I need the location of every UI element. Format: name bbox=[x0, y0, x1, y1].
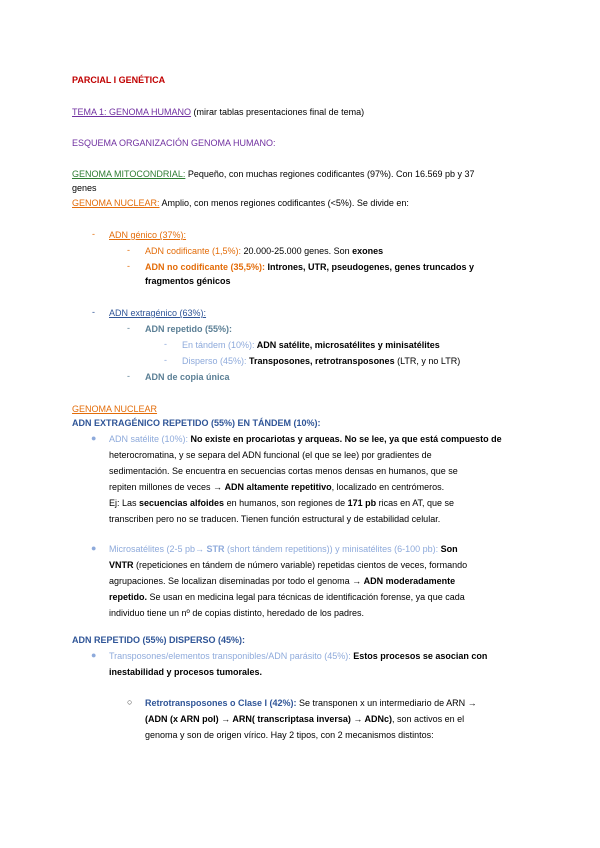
bullet-dot: ● bbox=[91, 433, 97, 443]
micro-line5: individuo tiene un nº de copias distinto, heredado de los padres. bbox=[109, 608, 364, 618]
document-title: PARCIAL I GENÉTICA bbox=[72, 75, 166, 85]
retro-bold: (ADN (x ARN pol) → ARN( transcriptasa inversa) → ADNc) bbox=[145, 714, 393, 724]
retro-line1 bbox=[145, 697, 477, 709]
dash-bullet: - bbox=[164, 355, 167, 365]
dash-bullet: - bbox=[92, 307, 95, 317]
transposones-line1 bbox=[109, 650, 487, 662]
disperso-label: Disperso (45%): bbox=[182, 356, 247, 366]
transposones-line2: inestabilidad y procesos tumorales. bbox=[109, 667, 263, 677]
extragenico-label: ADN extragénico (63%): bbox=[109, 308, 207, 318]
satelite-bold: secuencias alfoides bbox=[139, 498, 225, 508]
no-codificante-label: ADN no codificante (35,5%): bbox=[145, 262, 266, 272]
satelite-label: ADN satélite (10%): bbox=[109, 434, 189, 444]
codificante-line bbox=[145, 245, 383, 257]
micro-line4 bbox=[109, 591, 465, 603]
satelite-bold: ADN altamente repetitivo bbox=[224, 482, 332, 492]
dash-bullet: - bbox=[127, 371, 130, 381]
micro-bold: repetido. bbox=[109, 592, 148, 602]
mito-text2: genes bbox=[72, 183, 97, 193]
micro-line2 bbox=[109, 559, 467, 571]
satelite-line3: sedimentación. Se encuentra en secuencias cortas menos densas en humanos, que se bbox=[109, 466, 458, 476]
codificante-text: 20.000-25.000 genes. Son bbox=[241, 246, 353, 256]
mito-label: GENOMA MITOCONDRIAL: bbox=[72, 169, 186, 179]
tandem-label: En tándem (10%): bbox=[182, 340, 255, 350]
bullet-dot: ● bbox=[91, 543, 97, 553]
nuclear-label: GENOMA NUCLEAR: bbox=[72, 198, 160, 208]
nuclear-line bbox=[72, 197, 409, 209]
micro-label2: (short tándem repetitions)) y minisatélites (6-100 pb): bbox=[224, 544, 439, 554]
nuclear-text: Amplio, con menos regiones codificantes (<5%). Se divide en: bbox=[159, 198, 409, 208]
satelite-line1 bbox=[109, 433, 502, 445]
retro-line3: genoma y son de origen vírico. Hay 2 tipos, con 2 mecanismos distintos: bbox=[145, 730, 434, 740]
disperso-bold: Transposones, retrotransposones bbox=[246, 356, 395, 366]
transposones-text: Estos procesos se asocian con bbox=[350, 651, 488, 661]
satelite-bold: 171 pb bbox=[347, 498, 377, 508]
retro-label: Retrotransposones o Clase I (42%): bbox=[145, 698, 297, 708]
micro-vntr: VNTR bbox=[109, 560, 134, 570]
retro-text: Se transponen x un intermediario de ARN → bbox=[296, 698, 477, 708]
circle-bullet: ○ bbox=[127, 697, 133, 707]
repetido-label: ADN repetido (55%): bbox=[145, 324, 233, 334]
no-codificante-text2: fragmentos génicos bbox=[145, 276, 231, 286]
disperso-line bbox=[182, 355, 460, 367]
micro-bold: ADN moderadamente bbox=[363, 576, 456, 586]
satelite-line5 bbox=[109, 497, 454, 509]
dash-bullet: - bbox=[127, 245, 130, 255]
dash-bullet: - bbox=[127, 261, 130, 271]
genico-label: ADN génico (37%): bbox=[109, 230, 187, 240]
dash-bullet: - bbox=[92, 229, 95, 239]
satelite-text: Ej: Las bbox=[109, 498, 140, 508]
mito-line bbox=[72, 168, 475, 180]
dash-bullet: - bbox=[127, 323, 130, 333]
no-codificante-line bbox=[145, 261, 474, 273]
tema-label: TEMA 1: GENOMA HUMANO bbox=[72, 107, 192, 117]
satelite-text: en humanos, son regiones de bbox=[224, 498, 348, 508]
disperso-text: (LTR, y no LTR) bbox=[394, 356, 461, 366]
retro-line2 bbox=[145, 713, 464, 725]
tandem-line bbox=[182, 339, 440, 351]
micro-str: STR bbox=[206, 544, 225, 554]
mito-text1: Pequeño, con muchas regiones codificantes (97%). Con 16.569 pb y 37 bbox=[185, 169, 475, 179]
tandem-text: ADN satélite, microsatélites y minisatélites bbox=[254, 340, 440, 350]
satelite-text1: No existe en procariotas y arqueas. No se lee, ya que está compuesto de bbox=[188, 434, 502, 444]
satelite-line4 bbox=[109, 481, 444, 493]
micro-son: Son bbox=[438, 544, 458, 554]
section2-label: GENOMA NUCLEAR bbox=[72, 404, 158, 414]
satelite-text: repiten millones de veces → bbox=[109, 482, 225, 492]
satelite-line6: transcriben pero no se traducen. Tienen función estructural y de estabilidad celular. bbox=[109, 514, 441, 524]
section2-heading: ADN EXTRAGÉNICO REPETIDO (55%) EN TÁNDEM (10%): bbox=[72, 418, 321, 428]
bullet-dot: ● bbox=[91, 650, 97, 660]
esquema-heading: ESQUEMA ORGANIZACIÓN GENOMA HUMANO: bbox=[72, 138, 276, 148]
no-codificante-text: Intrones, UTR, pseudogenes, genes truncados y bbox=[265, 262, 475, 272]
satelite-line2: heterocromatina, y se separa del ADN funcional (el que se lee) por gradientes de bbox=[109, 450, 432, 460]
section3-heading: ADN REPETIDO (55%) DISPERSO (45%): bbox=[72, 635, 246, 645]
satelite-text: ricas en AT, que se bbox=[376, 498, 455, 508]
dash-bullet: - bbox=[164, 339, 167, 349]
micro-text: agrupaciones. Se localizan diseminadas por todo el genoma → bbox=[109, 576, 364, 586]
tema-line bbox=[72, 106, 364, 118]
micro-text: (repeticiones en tándem de número variable) repetidas cientos de veces, formando bbox=[133, 560, 468, 570]
exones-text: exones bbox=[352, 246, 384, 256]
codificante-label: ADN codificante (1,5%): bbox=[145, 246, 242, 256]
satelite-text: , localizado en centrómeros. bbox=[331, 482, 445, 492]
retro-text: , son activos en el bbox=[392, 714, 465, 724]
micro-line1 bbox=[109, 543, 458, 555]
copia-unica-label: ADN de copia única bbox=[145, 372, 230, 382]
micro-text: Se usan en medicina legal para técnicas de identificación forense, ya que cada bbox=[147, 592, 465, 602]
micro-line3 bbox=[109, 575, 455, 587]
micro-label: Microsatélites (2-5 pb→ bbox=[109, 544, 207, 554]
transposones-label: Transposones/elementos transponibles/ADN parásito (45%): bbox=[109, 651, 351, 661]
tema-note: (mirar tablas presentaciones final de tema) bbox=[191, 107, 365, 117]
